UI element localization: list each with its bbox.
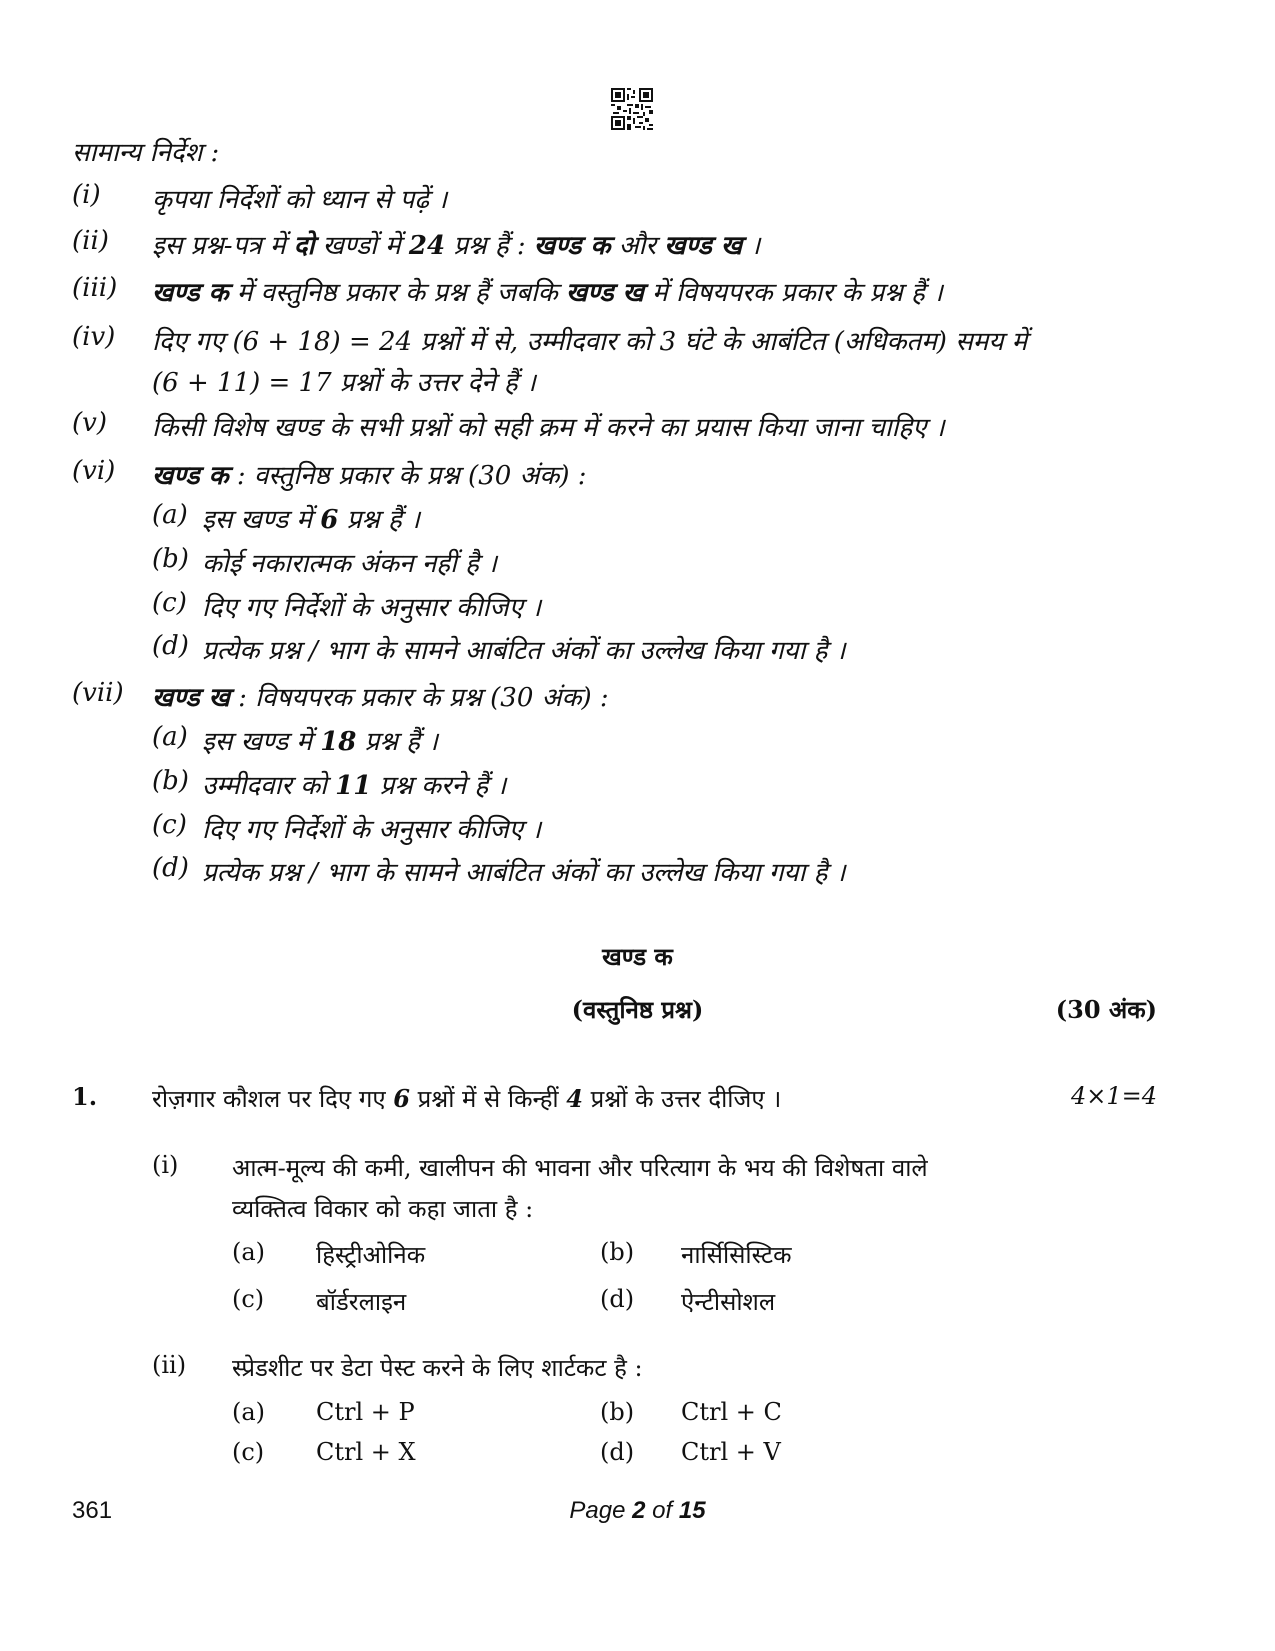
sub-instruction-text: इस खण्ड में 18 प्रश्न हैं । xyxy=(202,727,439,757)
option-label: (d) xyxy=(600,1438,635,1466)
option-text: Ctrl + C xyxy=(681,1398,782,1426)
question-text: रोज़गार कौशल पर दिए गए 6 प्रश्नों में से किन्हीं 4 प्रश्नों के उत्तर दीजिए । xyxy=(152,1084,782,1113)
instruction-number: (v) xyxy=(72,408,107,438)
instruction-text: इस प्रश्न-पत्र में दो खण्डों में 24 प्रश्न हैं : खण्ड क और खण्ड ख । xyxy=(152,231,761,261)
question-marks: 4×1=4 xyxy=(1070,1082,1157,1110)
sub-instruction-number: (b) xyxy=(152,766,189,796)
option-text: Ctrl + P xyxy=(316,1398,415,1426)
part-text: स्प्रेडशीट पर डेटा पेस्ट करने के लिए शार्टकट है : xyxy=(232,1354,643,1382)
sub-instruction-number: (a) xyxy=(152,722,188,752)
page-number: Page 2 of 15 xyxy=(569,1497,706,1524)
option-label: (d) xyxy=(600,1285,635,1313)
option-label: (b) xyxy=(600,1398,635,1426)
option-text: हिस्ट्रीओनिक xyxy=(316,1241,426,1269)
part-text: आत्म-मूल्य की कमी, खालीपन की भावना और परित्याग के भय की विशेषता वाले xyxy=(232,1154,928,1182)
option-text: Ctrl + X xyxy=(316,1438,416,1466)
qr-code-icon xyxy=(611,88,653,130)
instructions-heading: सामान्य निर्देश : xyxy=(72,138,220,168)
instruction-number: (iii) xyxy=(72,273,118,303)
instruction-text: खण्ड ख : विषयपरक प्रकार के प्रश्न (30 अंक) : xyxy=(152,683,609,713)
instruction-number: (ii) xyxy=(72,226,109,256)
option-text: नार्सिसिस्टिक xyxy=(681,1241,792,1269)
sub-instruction-number: (b) xyxy=(152,544,189,574)
sub-instruction-number: (d) xyxy=(152,853,189,883)
option-text: ऐन्टीसोशल xyxy=(681,1288,776,1316)
sub-instruction-number: (c) xyxy=(152,810,187,840)
option-label: (b) xyxy=(600,1238,635,1266)
instruction-text: किसी विशेष खण्ड के सभी प्रश्नों को सही क्रम में करने का प्रयास किया जाना चाहिए । xyxy=(152,413,945,443)
sub-instruction-text: दिए गए निर्देशों के अनुसार कीजिए । xyxy=(202,593,542,623)
instruction-number: (vii) xyxy=(72,678,124,708)
sub-instruction-number: (c) xyxy=(152,588,187,618)
sub-instruction-text: इस खण्ड में 6 प्रश्न हैं । xyxy=(202,505,420,535)
paper-code: 361 xyxy=(72,1497,113,1524)
instruction-number: (iv) xyxy=(72,322,116,352)
option-label: (a) xyxy=(232,1398,266,1426)
section-marks: (30 अंक) xyxy=(1055,995,1157,1024)
sub-instruction-text: प्रत्येक प्रश्न / भाग के सामने आबंटित अंकों का उल्लेख किया गया है । xyxy=(202,858,846,888)
section-title: खण्ड क xyxy=(602,942,673,971)
sub-instruction-text: दिए गए निर्देशों के अनुसार कीजिए । xyxy=(202,815,542,845)
sub-instruction-number: (d) xyxy=(152,631,189,661)
instruction-text: खण्ड क में वस्तुनिष्ठ प्रकार के प्रश्न हैं जबकि खण्ड ख में विषयपरक प्रकार के प्रश्न हैं । xyxy=(152,278,943,308)
sub-instruction-text: प्रत्येक प्रश्न / भाग के सामने आबंटित अंकों का उल्लेख किया गया है । xyxy=(202,636,846,666)
question-number: 1. xyxy=(72,1082,98,1111)
option-text: Ctrl + V xyxy=(681,1438,781,1466)
section-subtitle: (वस्तुनिष्ठ प्रश्न) xyxy=(571,995,704,1024)
part-number: (ii) xyxy=(152,1351,187,1379)
instruction-text: कृपया निर्देशों को ध्यान से पढ़ें । xyxy=(152,185,448,215)
part-number: (i) xyxy=(152,1151,179,1179)
option-label: (a) xyxy=(232,1238,266,1266)
instruction-text: खण्ड क : वस्तुनिष्ठ प्रकार के प्रश्न (30 अंक) : xyxy=(152,461,587,491)
instruction-text: दिए गए (6 + 18) = 24 प्रश्नों में से, उम्मीदवार को 3 घंटे के आबंटित (अधिकतम) समय में xyxy=(152,327,1028,357)
instruction-text: (6 + 11) = 17 प्रश्नों के उत्तर देने हैं । xyxy=(152,368,536,398)
sub-instruction-number: (a) xyxy=(152,500,188,530)
instruction-number: (i) xyxy=(72,180,101,210)
sub-instruction-text: उम्मीदवार को 11 प्रश्न करने हैं । xyxy=(202,771,507,801)
option-label: (c) xyxy=(232,1285,265,1313)
part-text: व्यक्तित्व विकार को कहा जाता है : xyxy=(232,1195,534,1223)
option-label: (c) xyxy=(232,1438,265,1466)
sub-instruction-text: कोई नकारात्मक अंकन नहीं है । xyxy=(202,549,498,579)
instruction-number: (vi) xyxy=(72,456,116,486)
option-text: बॉर्डरलाइन xyxy=(316,1288,407,1316)
